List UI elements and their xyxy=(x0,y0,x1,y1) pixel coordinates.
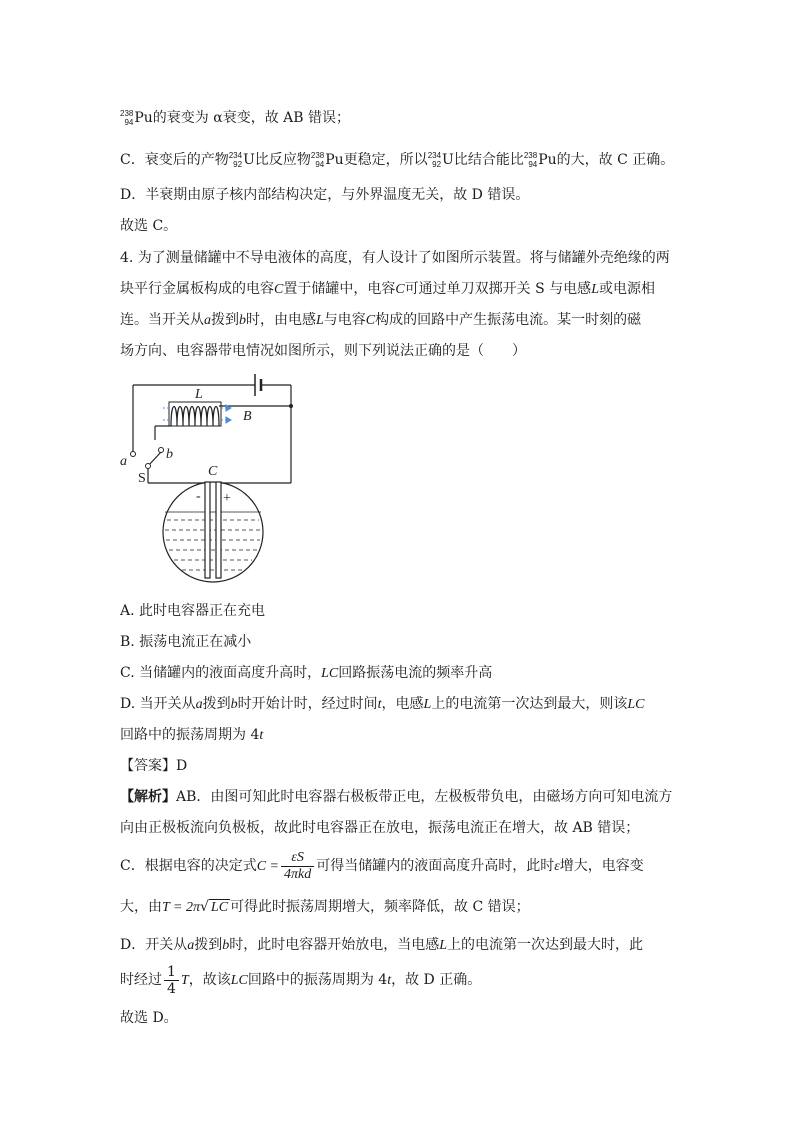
capacitor-plate-left xyxy=(205,482,210,578)
question-line-4: 场方向、电容器带电情况如图所示，则下列说法正确的是（ ） xyxy=(120,343,526,359)
prev-line-2: C．衰变后的产物 234 92 U比反应物 238 94 Pu更稳定，所以 234 92 U比结合能比 238 94 Pu的大，故 C 正确。 xyxy=(120,151,675,169)
question-line-3: 连。当开关从a拨到b时，由电感L与电容C构成的回路中产生振荡电流。某一时刻的磁 xyxy=(120,312,642,328)
label-L: L xyxy=(195,387,203,402)
isotope-pu: 238 94 xyxy=(120,109,134,127)
quarter-fraction: $\frac{1}{4}$ xyxy=(164,964,179,997)
label-minus: - xyxy=(196,489,201,504)
option-b: B. 振荡电流正在减小 xyxy=(120,634,252,650)
question-line-2: 块平行金属板构成的电容C置于储罐中，电容C可通过单刀双掷开关 S 与电感L或电源相 xyxy=(120,281,655,297)
terminal-a xyxy=(131,452,136,457)
option-a: A. 此时电容器正在充电 xyxy=(120,603,266,619)
analysis-line-c1: C．根据电容的决定式C = $\frac{\varepsilon S}{\text{4πkd}}$ 可得当储罐内的液面高度升高时，此时ε增大，电容变 xyxy=(120,849,644,882)
question-line-1: 4. 为了测量储罐中不导电液体的高度，有人设计了如图所示装置。将与储罐外壳绝缘的两 xyxy=(120,250,670,266)
final-answer: 故选 D。 xyxy=(120,1010,178,1026)
label-plus: + xyxy=(223,491,231,506)
junction-dot xyxy=(289,404,293,408)
circuit-figure xyxy=(115,370,305,585)
analysis-line-c2: 大，由T = 2π√ LC 可得此时振荡周期增大，频率降低，故 C 错误； xyxy=(120,899,530,915)
analysis-line-1: 【解析】AB．由图可知此时电容器右极板带正电，左极板带负电，由磁场方向可知电流方 xyxy=(120,789,673,805)
analysis-line-d1: D．开关从a拨到b时，此时电容器开始放电，当电感L上的电流第一次达到最大时，此 xyxy=(120,937,644,953)
prev-line-1: 238 94 Pu的衰变为 α衰变，故 AB 错误； xyxy=(120,109,350,127)
terminal-b xyxy=(159,448,164,453)
label-b: b xyxy=(166,447,173,462)
capacitor-plate-right xyxy=(216,482,221,578)
terminal-s xyxy=(146,464,151,469)
analysis-line-2: 向由正极板流向负极板，故此时电容器正在放电，振荡电流正在增大，故 AB 错误； xyxy=(120,820,640,836)
capacitance-fraction: $\frac{\varepsilon S}{\text{4πkd}}$ xyxy=(281,850,314,883)
answer-label: 【答案】D xyxy=(120,758,188,774)
analysis-line-d2: 时经过 $\frac{1}{4}$ T，故该LC回路中的振荡周期为 4t，故 D 正确。 xyxy=(120,963,482,997)
label-a: a xyxy=(120,454,127,469)
label-B: B xyxy=(243,409,252,424)
inductor-coil xyxy=(171,407,219,427)
option-c: C. 当储罐内的液面高度升高时，LC回路振荡电流的频率升高 xyxy=(120,665,493,681)
tank-outline xyxy=(163,482,263,582)
prev-line-3: D．半衰期由原子核内部结构决定，与外界温度无关，故 D 错误。 xyxy=(120,187,530,203)
option-d-line-1: D. 当开关从a拨到b时开始计时，经过时间t，电感L上的电流第一次达到最大，则该LC xyxy=(120,696,645,712)
prev-line-4: 故选 C。 xyxy=(120,218,178,234)
label-C: C xyxy=(208,464,218,479)
liquid-lines xyxy=(165,520,261,570)
option-d-line-2: 回路中的振荡周期为 4t xyxy=(120,727,264,743)
label-S: S xyxy=(138,471,146,486)
